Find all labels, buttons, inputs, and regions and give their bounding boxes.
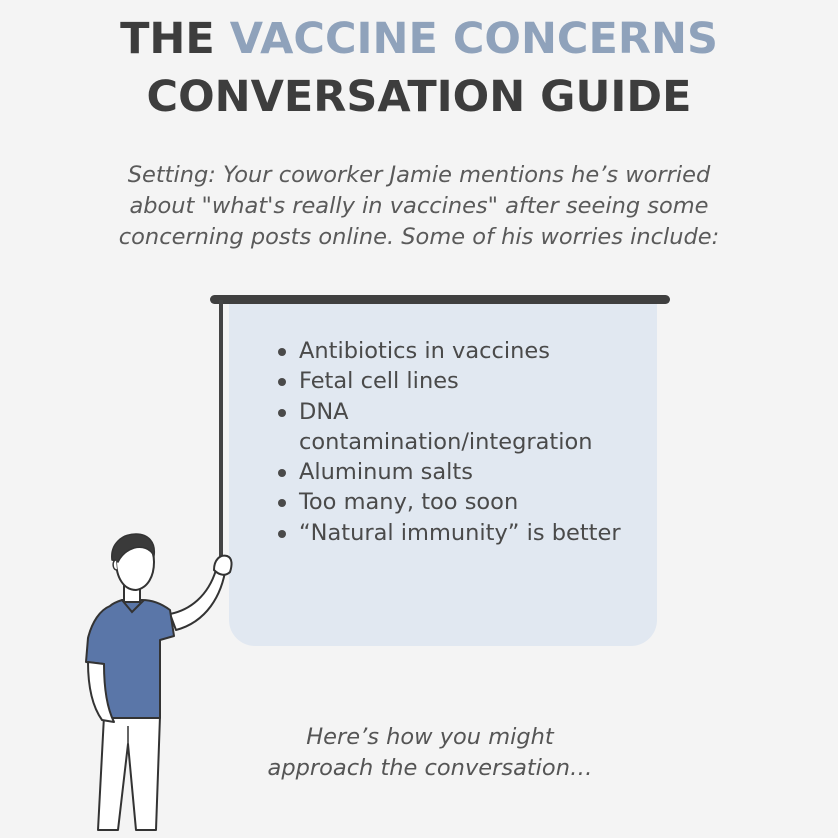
title-line-1 [0, 14, 838, 64]
concern-item [275, 397, 639, 458]
closing-line: Here’s how you might [306, 724, 554, 750]
concern-label: Fetal cell lines [299, 368, 459, 395]
concern-item [275, 518, 639, 548]
title-prefix: THE [120, 14, 215, 64]
bullet-icon [278, 530, 286, 538]
concern-item [275, 487, 639, 517]
bullet-icon [278, 409, 286, 417]
concern-label: Antibiotics in vaccines [299, 338, 550, 364]
concern-item [275, 457, 639, 487]
concern-item [275, 336, 639, 366]
concern-label: Too many, too soon [299, 489, 519, 516]
title-line-2: CONVERSATION GUIDE [146, 72, 692, 122]
trousers [98, 716, 160, 830]
bullet-icon [278, 499, 286, 507]
setting-line: Setting: Your coworker Jamie mentions he’s worried [127, 162, 711, 188]
concern-label: “Natural immunity” is better [299, 519, 621, 546]
concern-item [275, 366, 639, 396]
setting-line: about "what's really in vaccines" after seeing some [129, 193, 709, 219]
raised-arm [170, 566, 226, 630]
title-accent: VACCINE CONCERNS [229, 14, 718, 64]
concern-label: Aluminum salts [299, 459, 473, 486]
bullet-icon [278, 348, 286, 356]
closing-line: approach the conversation… [267, 755, 593, 781]
concern-label: DNA contamination/integration [299, 398, 593, 455]
bullet-icon [278, 469, 286, 477]
man-presenting-illustration [70, 530, 240, 838]
board-rod [210, 295, 670, 304]
pointer-pole [219, 300, 223, 568]
closing-text [200, 722, 660, 784]
bullet-icon [278, 378, 286, 386]
concerns-list [275, 336, 639, 548]
setting-text [0, 160, 838, 253]
raised-hand [214, 556, 232, 575]
setting-line: concerning posts online. Some of his worries include: [118, 224, 720, 250]
